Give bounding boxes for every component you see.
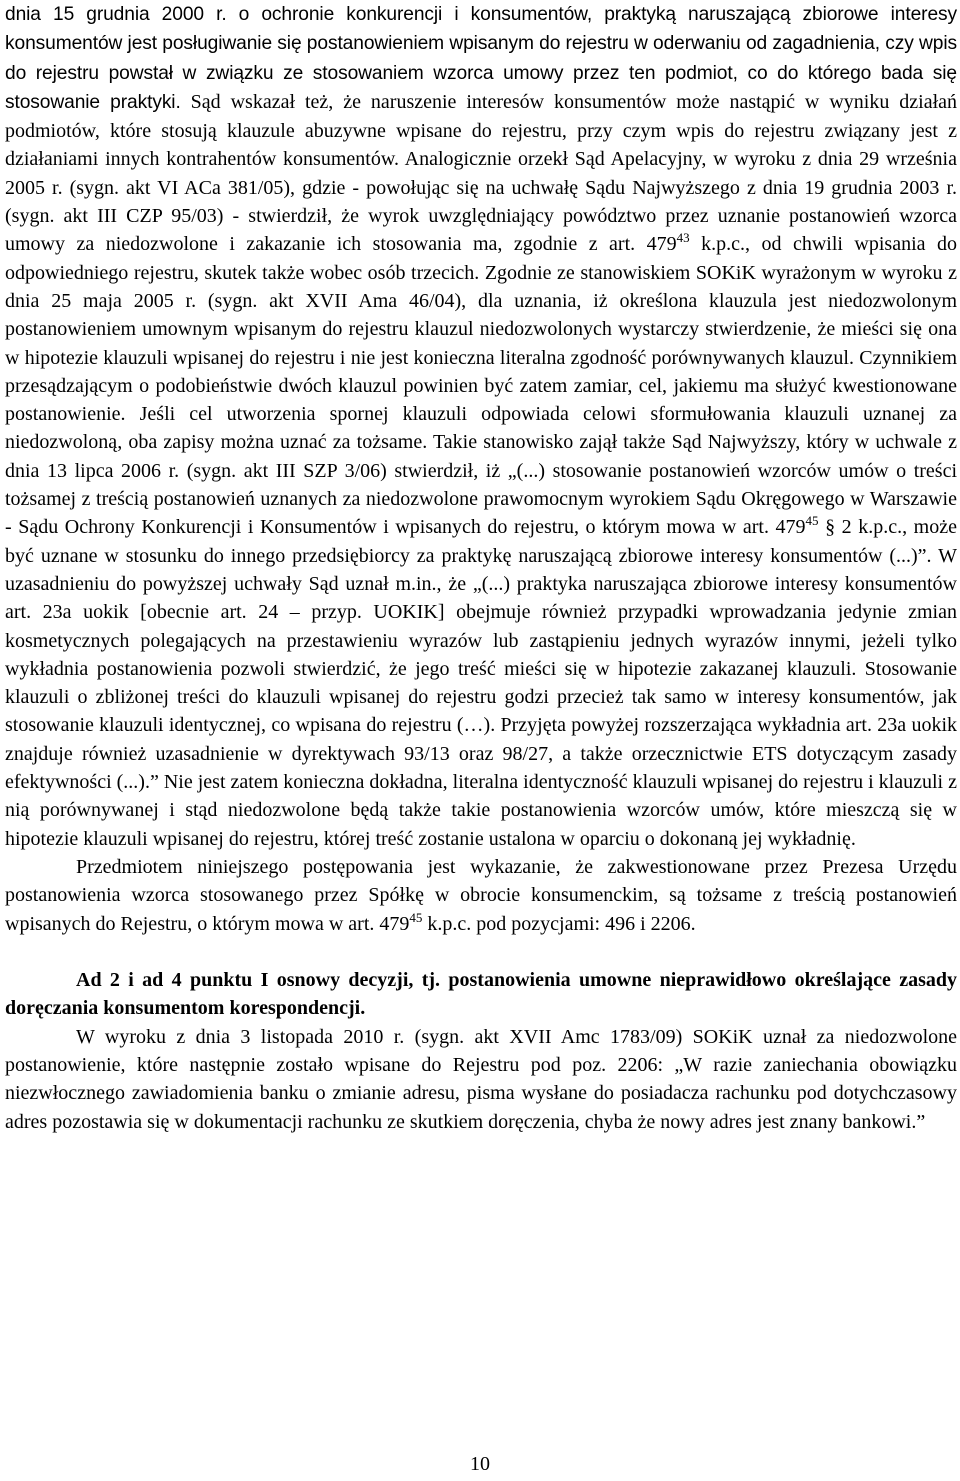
paragraph-2-part-b: k.p.c. pod pozycjami: 496 i 2206. bbox=[422, 912, 696, 935]
paragraph-2-part-a: Przedmiotem niniejszego postępowania jest wykazanie, że zakwestionowane przez Prezesa Urzędu postanowienia wzorca stosowanego przez Spółkę w obrocie konsumenckim, są tożsame z treścią postanowień wpisanych do Rejestru, o którym mowa w art. 479 bbox=[5, 855, 957, 935]
paragraph-3: W wyroku z dnia 3 listopada 2010 r. (sygn. akt XVII Amc 1783/09) SOKiK uznał za niedozwolone postanowienie, które następnie zostało wpisane do Rejestru pod poz. 2206: „W razie zaniechania obowiązku niezwłocznego zawiadomienia banku o zmianie adresu, pisma wysłane do posiadacza rachunku pod dotychczasowy adres pozostawia się w dokumentacji rachunku ze skutkiem doręczenia, chyba że nowy adres jest znany bankowi.” bbox=[5, 1025, 957, 1133]
paragraph-1-part-b: k.p.c., od chwili wpisania do odpowiedniego rejestru, skutek także wobec osób trzecich. Zgodnie ze stanowiskiem SOKiK wyrażonym w wyroku z dnia 25 maja 2005 r. (sygn. akt XVII Ama 46/04), dla uznania, iż określona klauzula jest niedozwolonym postanowieniem umownym wpisanym do rejestru klauzul niedozwolonych wystarczy stwierdzenie, że mieści się ona w hipotezie klauzuli wpisanej do rejestru i nie jest konieczna literalna zgodność porównywanych klauzul. Czynnikiem przesądzającym o podobieństwie dwóch klauzul powinien być zatem zamiar, cel, jakiemu ma służyć kwestionowane postanowienie. Jeśli cel utworzenia spornej klauzuli odpowiada celowi sformułowania klauzuli uznanej za niedozwoloną, oba zapisy można uznać za tożsame. Takie stanowisko zajął także Sąd Najwyższy, który w uchwale z dnia 13 lipca 2006 r. (sygn. akt III SZP 3/06) stwierdził, iż „(...) stosowanie postanowień wzorców umów o treści tożsamej z treścią postanowień uznanych za niedozwolone prawomocnym wyrokiem Sądu Okręgowego w Warszawie - Sądu Ochrony Konkurencji i Konsumentów i wpisanych do rejestru, o którym mowa w art. 479 bbox=[5, 233, 958, 539]
superscript-43: 43 bbox=[676, 230, 690, 246]
paragraph-1-sans-part: dnia 15 grudnia 2000 r. o ochronie konkurencji i konsumentów, praktyką naruszającą zbiorowe interesy konsumentów jest posługiwanie się postanowieniem wpisanym do rejestru w oderwaniu od zagadnienia, czy wpis do rejestru powstał w związku ze stosowaniem wzorca umowy przez ten podmiot, co do którego bada się stosowanie praktyki. bbox=[5, 4, 957, 113]
paragraph-1 bbox=[5, 0, 957, 853]
section-heading: Ad 2 i ad 4 punktu I osnowy decyzji, tj. postanowienia umowne nieprawidłowo określające zasady doręczania konsumentom korespondencji. bbox=[5, 969, 957, 1020]
paragraph-1-part-c: § 2 k.p.c., może być uznane w stosunku do innego przedsiębiorcy za praktykę naruszającą zbiorowe interesy konsumentów (...)”. W uzasadnieniu do powyższej uchwały Sąd uznał m.in., że „(...) praktyka naruszająca zbiorowe interesy konsumentów art. 23a uokik [obecnie art. 24 – przyp. UOKIK] obejmuje również przypadki wprowadzania jedynie zmian kosmetycznych polegających na przestawieniu wyrazów lub zastąpieniu jednych wyrazów innymi, jeżeli tylko wykładnia postanowienia pozwoli stwierdzić, że jego treść mieści się w hipotezie zakazanej klauzuli. Stosowanie klauzuli o zbliżonej treści do klauzuli wpisanej do rejestru godzi przecież tak samo w interesy konsumentów, jak stosowanie klauzuli identycznej, co wpisana do rejestru (…). Przyjęta powyżej rozszerzająca wykładnia art. 23a uokik znajduje również uzasadnienie w dyrektywach 93/13 oraz 98/27, a także orzecznictwie ETS dotyczącym zasady efektywności (...).” Nie jest zatem konieczna dokładna, literalna identyczność klauzuli wpisanej do rejestru i klauzuli z nią porównywanej i stąd niedozwolone będą także takie postanowienia wzorców umów, które mieszczą się w hipotezie klauzuli wpisanej do rejestru, której treść zostanie ustalona w oparciu o dokonaną jej wykładnię. bbox=[5, 516, 957, 850]
paragraph-2 bbox=[5, 853, 957, 938]
superscript-45: 45 bbox=[805, 513, 819, 529]
superscript-45: 45 bbox=[409, 909, 423, 925]
paragraph-1-part-a: Sąd wskazał też, że naruszenie interesów konsumentów może nastąpić w wyniku działań podmiotów, które stosują klauzule abuzywne wpisane do rejestru, przy czym wpis do rejestru związany jest z działaniami innych kontrahentów konsumentów. Analogicznie orzekł Sąd Apelacyjny, w wyroku z dnia 29 września 2005 r. (sygn. akt VI ACa 381/05), gdzie - powołując się na uchwałę Sądu Najwyższego z dnia 19 grudnia 2003 r. (sygn. akt III CZP 95/03) - stwierdził, że wyrok uwzględniający powództwo przez uznanie postanowień wzorca umowy za niedozwolone i zakazanie ich stosowania ma, zgodnie z art. 479 bbox=[5, 90, 958, 256]
page-number: 10 bbox=[470, 1453, 490, 1475]
document-page bbox=[5, 0, 957, 1136]
